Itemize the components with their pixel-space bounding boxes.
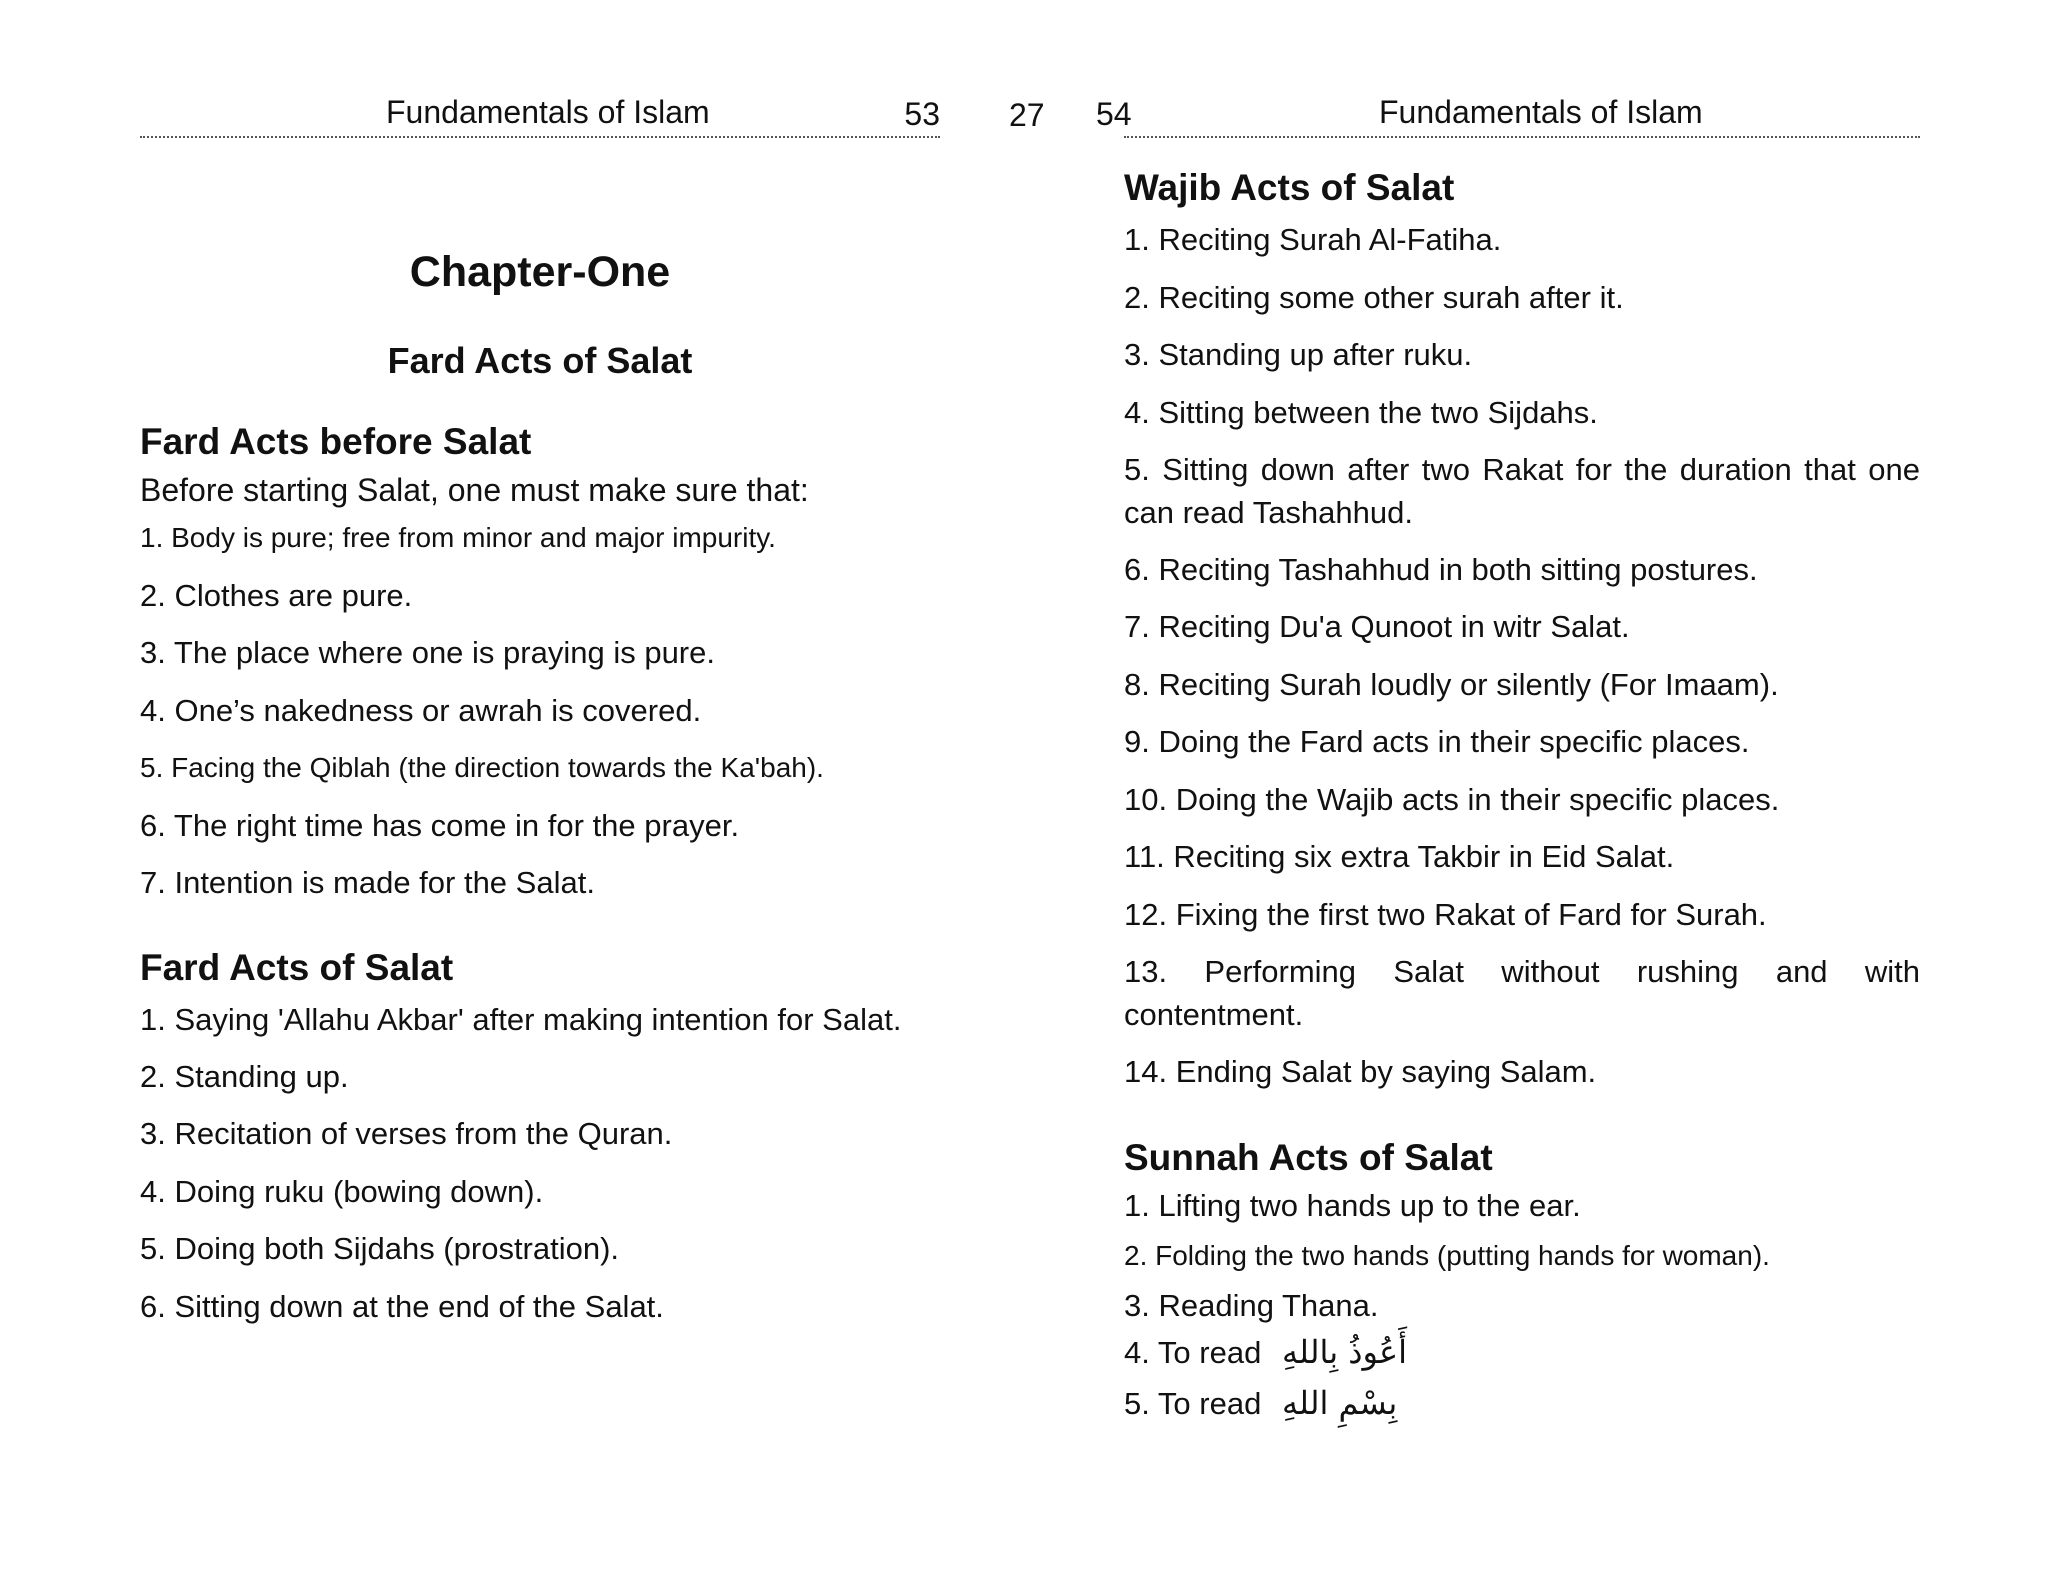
list-item: 4. One’s nakedness or awrah is covered. [140,692,702,728]
list-item: 3. Recitation of verses from the Quran. [140,1116,673,1151]
list-item: 2. Folding the two hands (putting hands for woman). [1124,1240,1770,1271]
list-item: 1. Lifting two hands up to the ear. [1124,1188,1581,1223]
list-item: 3. Reading Thana. [1124,1288,1379,1323]
fard-before-salat-section [140,420,940,919]
section-intro: Before starting Salat, one must make sure that: [140,472,809,508]
sunnah-acts-section [1124,1136,1920,1440]
list-item: 6. Sitting down at the end of the Salat. [140,1288,664,1324]
left-page-number: 53 [904,96,940,132]
list-item: 11. Reciting six extra Takbir in Eid Salat. [1124,839,1675,874]
left-running-header [140,92,940,138]
list-item: 2. Standing up. [140,1058,349,1094]
section-heading: Fard Acts of Salat [140,947,454,988]
list-item-text: 5. To read [1124,1386,1262,1421]
list-item: 5. Doing both Sijdahs (prostration). [140,1231,620,1266]
list-item: 3. Standing up after ruku. [1124,337,1473,372]
list-item: 14. Ending Salat by saying Salam. [1124,1053,1597,1089]
wajib-acts-list [1124,218,1920,1094]
fard-of-salat-section [140,946,940,1342]
right-page [1096,0,1920,1582]
chapter-subtitle: Fard Acts of Salat [387,340,693,381]
list-item: 5. Facing the Qiblah (the direction towards the Ka'bah). [140,752,824,783]
list-item: 1. Reciting Surah Al-Fatiha. [1124,222,1502,257]
list-item: 7. Intention is made for the Salat. [140,865,595,900]
arabic-phrase: أَعُوذُ بِاللهِ [1281,1333,1408,1371]
list-item: 2. Clothes are pure. [140,577,413,613]
list-item: 4. Doing ruku (bowing down). [140,1173,544,1209]
fard-of-salat-list [140,998,940,1329]
chapter-title: Chapter-One [409,248,671,296]
right-page-number: 54 [1096,96,1132,132]
fard-before-salat-list [140,516,940,905]
list-item [1124,1330,1920,1375]
list-item [1124,1381,1920,1426]
list-item: 7. Reciting Du'a Qunoot in witr Salat. [1124,609,1630,644]
list-item: 5. Sitting down after two Rakat for the duration that one can read Tashahhud. [1124,452,1920,530]
sunnah-acts-list [1124,1184,1920,1426]
wajib-acts-section [1124,166,1920,1107]
right-header-title: Fundamentals of Islam [1379,94,1703,130]
list-item: 10. Doing the Wajib acts in their specific places. [1124,781,1780,817]
section-heading: Fard Acts before Salat [140,421,532,462]
list-item: 12. Fixing the first two Rakat of Fard for Surah. [1124,896,1767,932]
list-item: 4. Sitting between the two Sijdahs. [1124,394,1598,430]
list-item: 13. Performing Salat without rushing and with contentment. [1124,954,1920,1032]
right-running-header [1096,92,1920,138]
list-item: 3. The place where one is praying is pure. [140,635,715,670]
arabic-phrase: بِسْمِ اللهِ [1281,1384,1398,1422]
left-page [140,0,940,1582]
list-item: 8. Reciting Surah loudly or silently (For Imaam). [1124,666,1779,702]
section-heading: Wajib Acts of Salat [1124,167,1455,208]
list-item: 6. Reciting Tashahhud in both sitting postures. [1124,551,1758,587]
list-item: 6. The right time has come in for the prayer. [140,807,740,843]
list-item-text: 4. To read [1124,1335,1262,1370]
section-heading: Sunnah Acts of Salat [1124,1137,1493,1178]
sheet-number: 27 [1009,97,1045,133]
list-item: 1. Body is pure; free from minor and major impurity. [140,522,776,553]
list-item: 1. Saying 'Allahu Akbar' after making intention for Salat. [140,1002,902,1037]
left-header-title: Fundamentals of Islam [386,94,710,130]
list-item: 2. Reciting some other surah after it. [1124,279,1624,315]
list-item: 9. Doing the Fard acts in their specific places. [1124,724,1750,759]
